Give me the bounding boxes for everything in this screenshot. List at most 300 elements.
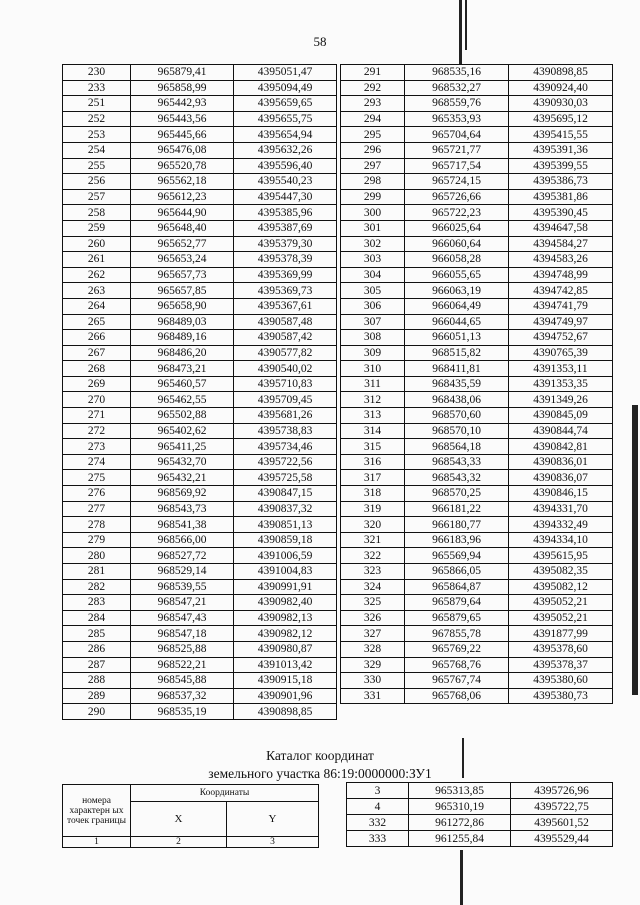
cell-point-number: 319 (341, 501, 405, 517)
cell-coord-x: 965768,06 (405, 688, 509, 704)
cell-coord-y: 4395681,26 (234, 408, 337, 424)
table-row (341, 345, 613, 361)
cell-point-number: 261 (63, 252, 131, 268)
cell-point-number: 260 (63, 236, 131, 252)
cell-coord-x: 965653,24 (131, 252, 234, 268)
cell-coord-x: 966058,28 (405, 252, 509, 268)
cell-point-number: 272 (63, 423, 131, 439)
cell-coord-x: 965864,87 (405, 579, 509, 595)
cell-point-number: 315 (341, 439, 405, 455)
table-row (63, 283, 337, 299)
table-row (341, 486, 613, 502)
cell-coord-x: 966063,19 (405, 283, 509, 299)
table-row (341, 80, 613, 96)
table-row (63, 345, 337, 361)
table-row (63, 80, 337, 96)
cell-coord-y: 4395447,30 (234, 189, 337, 205)
table-row (63, 361, 337, 377)
cell-coord-x: 966180,77 (405, 517, 509, 533)
cell-point-number: 324 (341, 579, 405, 595)
cell-point-number: 289 (63, 688, 131, 704)
cell-coord-y: 4390836,07 (509, 470, 613, 486)
cell-coord-y: 4394584,27 (509, 236, 613, 252)
cell-coord-y: 4395094,49 (234, 80, 337, 96)
cell-point-number: 333 (347, 831, 409, 847)
table-row (341, 236, 613, 252)
cell-coord-y: 4395615,95 (509, 548, 613, 564)
cell-point-number: 251 (63, 96, 131, 112)
table-row (63, 454, 337, 470)
cell-point-number: 295 (341, 127, 405, 143)
cell-coord-y: 4394748,99 (509, 267, 613, 283)
cell-coord-x: 966044,65 (405, 314, 509, 330)
table-row (341, 439, 613, 455)
cell-coord-y: 4390980,87 (234, 641, 337, 657)
cell-coord-y: 4390587,48 (234, 314, 337, 330)
table-row (63, 641, 337, 657)
cell-coord-x: 965402,62 (131, 423, 234, 439)
cell-coord-x: 968525,88 (131, 641, 234, 657)
cell-coord-x: 965432,70 (131, 454, 234, 470)
cell-coord-y: 4395390,45 (509, 205, 613, 221)
cell-coord-x: 968489,03 (131, 314, 234, 330)
cell-point-number: 318 (341, 486, 405, 502)
cell-coord-x: 965724,15 (405, 174, 509, 190)
cell-coord-y: 4394583,26 (509, 252, 613, 268)
cell-point-number: 282 (63, 579, 131, 595)
table-row (63, 439, 337, 455)
cell-coord-y: 4390991,91 (234, 579, 337, 595)
cell-point-number: 316 (341, 454, 405, 470)
cell-coord-y: 4395378,37 (509, 657, 613, 673)
cell-coord-x: 968489,16 (131, 330, 234, 346)
table-row (341, 673, 613, 689)
table-row (63, 127, 337, 143)
cell-coord-y: 4395082,35 (509, 564, 613, 580)
cell-coord-x: 968411,81 (405, 361, 509, 377)
table-row (341, 361, 613, 377)
cell-coord-x: 968543,32 (405, 470, 509, 486)
cell-point-number: 269 (63, 376, 131, 392)
cell-point-number: 252 (63, 111, 131, 127)
cell-coord-y: 4395601,52 (511, 815, 613, 831)
cell-point-number: 328 (341, 641, 405, 657)
cell-coord-y: 4391877,99 (509, 626, 613, 642)
cell-point-number: 296 (341, 142, 405, 158)
cell-coord-y: 4390765,39 (509, 345, 613, 361)
cell-coord-y: 4390836,01 (509, 454, 613, 470)
cell-point-number: 276 (63, 486, 131, 502)
cell-coord-y: 4395399,55 (509, 158, 613, 174)
cell-coord-y: 4395710,83 (234, 376, 337, 392)
cell-coord-x: 965462,55 (131, 392, 234, 408)
cell-coord-x: 968566,00 (131, 532, 234, 548)
cell-coord-y: 4395734,46 (234, 439, 337, 455)
cell-coord-y: 4395369,73 (234, 283, 337, 299)
cell-point-number: 327 (341, 626, 405, 642)
table-row (341, 189, 613, 205)
cell-point-number: 277 (63, 501, 131, 517)
table-row (341, 376, 613, 392)
cell-coord-x: 965879,41 (131, 65, 234, 81)
cell-coord-y: 4390898,85 (509, 65, 613, 81)
cell-point-number: 317 (341, 470, 405, 486)
cell-coord-x: 968569,92 (131, 486, 234, 502)
cell-point-number: 264 (63, 298, 131, 314)
cell-coord-x: 966055,65 (405, 267, 509, 283)
cell-point-number: 325 (341, 595, 405, 611)
cell-coord-x: 961272,86 (409, 815, 511, 831)
table-row (341, 142, 613, 158)
cell-coord-y: 4390844,74 (509, 423, 613, 439)
table-row (63, 688, 337, 704)
cell-coord-x: 968541,38 (131, 517, 234, 533)
cell-point-number: 267 (63, 345, 131, 361)
table-row (63, 673, 337, 689)
cell-point-number: 326 (341, 610, 405, 626)
table-row (63, 470, 337, 486)
cell-point-number: 308 (341, 330, 405, 346)
cell-point-number: 292 (341, 80, 405, 96)
cell-coord-x: 965657,85 (131, 283, 234, 299)
cell-point-number: 305 (341, 283, 405, 299)
cell-point-number: 275 (63, 470, 131, 486)
cell-coord-x: 965768,76 (405, 657, 509, 673)
cell-point-number: 321 (341, 532, 405, 548)
cell-coord-x: 965442,93 (131, 96, 234, 112)
table-row (341, 564, 613, 580)
cell-coord-y: 4390859,18 (234, 532, 337, 548)
cell-coord-y: 4394647,58 (509, 220, 613, 236)
cell-coord-x: 966181,22 (405, 501, 509, 517)
cell-coord-x: 968547,21 (131, 595, 234, 611)
cell-coord-x: 965879,65 (405, 610, 509, 626)
cell-coord-x: 965520,78 (131, 158, 234, 174)
scan-mark-top (465, 0, 467, 50)
cell-coord-x: 965769,22 (405, 641, 509, 657)
cell-coord-x: 965313,85 (409, 783, 511, 799)
cell-coord-y: 4395385,96 (234, 205, 337, 221)
cell-coord-x: 966060,64 (405, 236, 509, 252)
cell-coord-y: 4391353,11 (509, 361, 613, 377)
cell-coord-y: 4391004,83 (234, 564, 337, 580)
cell-coord-y: 4390846,15 (509, 486, 613, 502)
cell-coord-x: 965879,64 (405, 595, 509, 611)
cell-coord-x: 968564,18 (405, 439, 509, 455)
cell-coord-x: 965353,93 (405, 111, 509, 127)
cell-coord-x: 965652,77 (131, 236, 234, 252)
table-row (63, 704, 337, 720)
cell-coord-x: 961255,84 (409, 831, 511, 847)
cell-point-number: 255 (63, 158, 131, 174)
cell-coord-x: 965443,56 (131, 111, 234, 127)
cell-point-number: 273 (63, 439, 131, 455)
table-row (63, 486, 337, 502)
cell-point-number: 258 (63, 205, 131, 221)
cell-point-number: 314 (341, 423, 405, 439)
cell-coord-x: 965726,66 (405, 189, 509, 205)
cell-coord-y: 4391013,42 (234, 657, 337, 673)
cell-point-number: 257 (63, 189, 131, 205)
cell-coord-y: 4395380,60 (509, 673, 613, 689)
cell-coord-x: 968543,73 (131, 501, 234, 517)
cell-coord-x: 968543,33 (405, 454, 509, 470)
cell-coord-y: 4395529,44 (511, 831, 613, 847)
cell-point-number: 265 (63, 314, 131, 330)
cell-coord-y: 4395725,58 (234, 470, 337, 486)
cell-point-number: 256 (63, 174, 131, 190)
table-row (341, 610, 613, 626)
cell-coord-y: 4395695,12 (509, 111, 613, 127)
cell-point-number: 322 (341, 548, 405, 564)
cell-coord-y: 4395387,69 (234, 220, 337, 236)
cell-point-number: 302 (341, 236, 405, 252)
cell-point-number: 278 (63, 517, 131, 533)
table-row (63, 111, 337, 127)
cell-coord-x: 968547,18 (131, 626, 234, 642)
table-row (341, 548, 613, 564)
table-row (63, 501, 337, 517)
cell-coord-y: 4395380,73 (509, 688, 613, 704)
cell-coord-y: 4395738,83 (234, 423, 337, 439)
header-x: X (131, 802, 227, 837)
cell-point-number: 287 (63, 657, 131, 673)
cell-coord-x: 968532,27 (405, 80, 509, 96)
cell-coord-x: 968529,14 (131, 564, 234, 580)
cell-coord-y: 4390847,15 (234, 486, 337, 502)
cell-point-number: 230 (63, 65, 131, 81)
cell-coord-y: 4395632,26 (234, 142, 337, 158)
cell-coord-x: 968473,21 (131, 361, 234, 377)
cell-coord-x: 966025,64 (405, 220, 509, 236)
table-row (347, 815, 613, 831)
cell-point-number: 253 (63, 127, 131, 143)
cell-point-number: 304 (341, 267, 405, 283)
scan-mark-side (632, 405, 638, 695)
cell-coord-y: 4390982,40 (234, 595, 337, 611)
cell-coord-y: 4395369,99 (234, 267, 337, 283)
cell-coord-x: 965767,74 (405, 673, 509, 689)
cell-coord-x: 965432,21 (131, 470, 234, 486)
table-row (63, 158, 337, 174)
table-row (341, 408, 613, 424)
cell-coord-y: 4395082,12 (509, 579, 613, 595)
cell-coord-x: 965704,64 (405, 127, 509, 143)
scan-mark-bottom (460, 850, 463, 905)
cell-coord-y: 4390845,09 (509, 408, 613, 424)
cell-point-number: 306 (341, 298, 405, 314)
table-row (341, 298, 613, 314)
table-row (63, 423, 337, 439)
cell-point-number: 254 (63, 142, 131, 158)
cell-point-number: 299 (341, 189, 405, 205)
cell-coord-x: 965858,99 (131, 80, 234, 96)
cell-coord-x: 965657,73 (131, 267, 234, 283)
table-row (341, 111, 613, 127)
catalog-header-table (62, 784, 319, 848)
cell-coord-y: 4390982,12 (234, 626, 337, 642)
cell-coord-x: 965644,90 (131, 205, 234, 221)
table-row (63, 626, 337, 642)
cell-coord-x: 968438,06 (405, 392, 509, 408)
cell-coord-x: 967855,78 (405, 626, 509, 642)
table-row (341, 595, 613, 611)
cell-coord-y: 4390898,85 (234, 704, 337, 720)
cell-point-number: 285 (63, 626, 131, 642)
cell-coord-x: 968537,32 (131, 688, 234, 704)
cell-point-number: 310 (341, 361, 405, 377)
cell-coord-y: 4395379,30 (234, 236, 337, 252)
cell-coord-x: 965562,18 (131, 174, 234, 190)
table-row (341, 517, 613, 533)
cell-point-number: 4 (347, 799, 409, 815)
table-row (341, 252, 613, 268)
cell-coord-y: 4395386,73 (509, 174, 613, 190)
cell-coord-x: 968535,19 (131, 704, 234, 720)
cell-coord-x: 965502,88 (131, 408, 234, 424)
cell-point-number: 297 (341, 158, 405, 174)
header-col-number-2: 2 (131, 837, 227, 848)
cell-coord-y: 4395654,94 (234, 127, 337, 143)
cell-point-number: 303 (341, 252, 405, 268)
cell-point-number: 311 (341, 376, 405, 392)
table-row (63, 595, 337, 611)
cell-point-number: 283 (63, 595, 131, 611)
table-row (63, 532, 337, 548)
coordinates-table-right (340, 64, 613, 704)
cell-coord-y: 4390851,13 (234, 517, 337, 533)
cell-coord-y: 4394742,85 (509, 283, 613, 299)
cell-coord-x: 968535,16 (405, 65, 509, 81)
table-row (341, 657, 613, 673)
cell-coord-y: 4390930,03 (509, 96, 613, 112)
table-row (341, 392, 613, 408)
catalog-rows-table (346, 782, 613, 847)
scan-mark-top (459, 0, 462, 64)
table-row (63, 392, 337, 408)
table-row (63, 376, 337, 392)
header-col-number-3: 3 (227, 837, 319, 848)
table-row (63, 298, 337, 314)
cell-coord-x: 965717,54 (405, 158, 509, 174)
table-row (63, 314, 337, 330)
cell-point-number: 288 (63, 673, 131, 689)
table-row (341, 423, 613, 439)
cell-coord-y: 4395596,40 (234, 158, 337, 174)
cell-coord-y: 4395381,86 (509, 189, 613, 205)
cell-coord-y: 4390577,82 (234, 345, 337, 361)
cell-coord-x: 968515,82 (405, 345, 509, 361)
table-row (347, 783, 613, 799)
table-row (63, 65, 337, 81)
cell-point-number: 312 (341, 392, 405, 408)
cell-point-number: 313 (341, 408, 405, 424)
cell-coord-x: 966064,49 (405, 298, 509, 314)
table-row (63, 205, 337, 221)
cell-point-number: 268 (63, 361, 131, 377)
cell-coord-y: 4395726,96 (511, 783, 613, 799)
cell-point-number: 290 (63, 704, 131, 720)
cell-point-number: 298 (341, 174, 405, 190)
catalog-subtitle: земельного участка 86:19:0000000:ЗУ1 (208, 766, 432, 781)
cell-coord-y: 4395052,21 (509, 610, 613, 626)
header-col-number-1: 1 (63, 837, 131, 848)
table-row (63, 142, 337, 158)
cell-coord-x: 965612,23 (131, 189, 234, 205)
table-row (341, 501, 613, 517)
table-row (341, 641, 613, 657)
table-row (347, 799, 613, 815)
cell-coord-x: 965866,05 (405, 564, 509, 580)
cell-coord-x: 965722,23 (405, 205, 509, 221)
cell-point-number: 279 (63, 532, 131, 548)
table-row (341, 283, 613, 299)
cell-point-number: 301 (341, 220, 405, 236)
table-row (63, 548, 337, 564)
cell-coord-x: 966051,13 (405, 330, 509, 346)
cell-coord-y: 4390901,96 (234, 688, 337, 704)
table-row (63, 610, 337, 626)
cell-coord-y: 4391349,26 (509, 392, 613, 408)
table-row (63, 657, 337, 673)
cell-coord-y: 4395378,39 (234, 252, 337, 268)
cell-coord-y: 4390842,81 (509, 439, 613, 455)
table-row (63, 96, 337, 112)
cell-point-number: 284 (63, 610, 131, 626)
cell-coord-x: 968527,72 (131, 548, 234, 564)
table-row (63, 267, 337, 283)
cell-point-number: 263 (63, 283, 131, 299)
table-row (341, 96, 613, 112)
cell-coord-x: 968559,76 (405, 96, 509, 112)
cell-point-number: 271 (63, 408, 131, 424)
cell-point-number: 259 (63, 220, 131, 236)
cell-coord-y: 4395051,47 (234, 65, 337, 81)
cell-point-number: 307 (341, 314, 405, 330)
cell-coord-y: 4395378,60 (509, 641, 613, 657)
table-row (341, 220, 613, 236)
cell-coord-y: 4395415,55 (509, 127, 613, 143)
cell-coord-y: 4395367,61 (234, 298, 337, 314)
table-row (63, 564, 337, 580)
catalog-title: Каталог координат (266, 748, 374, 763)
coordinates-table-left (62, 64, 337, 720)
table-row (341, 127, 613, 143)
cell-point-number: 233 (63, 80, 131, 96)
cell-coord-y: 4395659,65 (234, 96, 337, 112)
header-point-numbers: номера характерн ых точек границы (63, 785, 131, 837)
cell-coord-y: 4395709,45 (234, 392, 337, 408)
cell-coord-y: 4390837,32 (234, 501, 337, 517)
cell-point-number: 293 (341, 96, 405, 112)
cell-coord-x: 968486,20 (131, 345, 234, 361)
cell-coord-x: 965445,66 (131, 127, 234, 143)
cell-coord-y: 4395722,56 (234, 454, 337, 470)
cell-coord-x: 968539,55 (131, 579, 234, 595)
cell-point-number: 280 (63, 548, 131, 564)
cell-coord-y: 4390915,18 (234, 673, 337, 689)
cell-point-number: 286 (63, 641, 131, 657)
table-row (341, 470, 613, 486)
cell-coord-x: 965648,40 (131, 220, 234, 236)
cell-point-number: 323 (341, 564, 405, 580)
cell-coord-y: 4395391,36 (509, 142, 613, 158)
cell-coord-x: 965476,08 (131, 142, 234, 158)
table-row (63, 517, 337, 533)
cell-coord-y: 4390540,02 (234, 361, 337, 377)
cell-coord-x: 965658,90 (131, 298, 234, 314)
header-coordinates: Координаты (131, 785, 319, 802)
